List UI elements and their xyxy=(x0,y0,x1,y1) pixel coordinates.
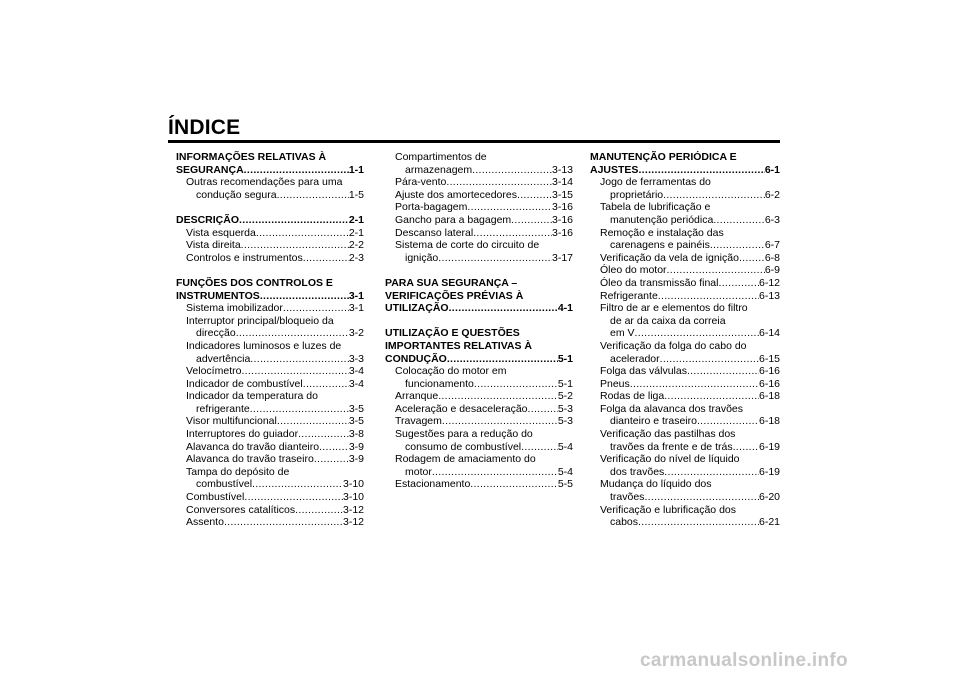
toc-entry[interactable] xyxy=(590,353,780,366)
toc-entry-title: Outras recomendações para uma xyxy=(186,176,343,189)
dot-leader xyxy=(521,441,558,454)
dot-leader xyxy=(438,252,552,265)
toc-entry-title: acelerador xyxy=(610,352,660,365)
toc-entry-title: Velocímetro xyxy=(186,365,242,378)
dot-leader xyxy=(472,164,552,177)
toc-page-number: 6-2 xyxy=(764,188,780,201)
dot-leader xyxy=(277,415,349,428)
toc-entry-title: Sugestões para a redução do xyxy=(395,428,533,441)
toc-entry-title: Vista direita xyxy=(186,239,241,252)
toc-entry xyxy=(590,340,780,353)
toc-entry-title: DESCRIÇÃO xyxy=(176,213,240,226)
toc-entry-title: Controlos e instrumentos xyxy=(186,251,303,264)
watermark: carmanualsonline.info xyxy=(640,650,848,671)
dot-leader xyxy=(303,378,349,391)
toc-page-number: 3-16 xyxy=(551,201,573,214)
toc-entry xyxy=(590,227,780,240)
toc-entry xyxy=(176,176,364,189)
toc-entry xyxy=(385,365,573,378)
toc-entry[interactable] xyxy=(176,403,364,416)
toc-entry-title: UTILIZAÇÃO xyxy=(385,302,449,315)
toc-page-number: 4-1 xyxy=(557,302,573,315)
toc-entry[interactable] xyxy=(176,453,364,466)
toc-entry-title: Interruptor principal/bloqueio da xyxy=(186,314,334,327)
toc-page-number: 6-3 xyxy=(764,213,780,226)
toc-entry[interactable] xyxy=(176,327,364,340)
dot-leader xyxy=(447,353,558,366)
toc-entry[interactable] xyxy=(385,441,573,454)
toc-page-number: 3-16 xyxy=(551,226,573,239)
toc-entry-title: Pára-vento xyxy=(395,176,447,189)
toc-entry[interactable] xyxy=(176,353,364,366)
toc-page-number: 1-1 xyxy=(348,163,364,176)
toc-entry-title: Indicadores luminosos e luzes de xyxy=(186,339,342,352)
toc-entry[interactable] xyxy=(590,264,780,277)
dot-leader xyxy=(250,403,349,416)
toc-page-number: 1-5 xyxy=(348,188,364,201)
dot-leader xyxy=(236,327,349,340)
toc-entry-title: Conversores catalíticos xyxy=(186,503,296,516)
toc-entry[interactable] xyxy=(176,428,364,441)
dot-leader xyxy=(432,466,558,479)
toc-entry-title: Verificação da folga do cabo do xyxy=(600,339,747,352)
toc-section-heading xyxy=(176,151,364,164)
toc-entry-title: Folga da alavanca dos travões xyxy=(600,402,744,415)
toc-section-heading xyxy=(385,340,573,353)
toc-page-number: 3-1 xyxy=(348,302,364,315)
toc-entry xyxy=(590,453,780,466)
toc-entry xyxy=(590,504,780,517)
toc-page-number: 3-3 xyxy=(348,352,364,365)
toc-entry[interactable] xyxy=(385,478,573,491)
toc-page-number: 2-2 xyxy=(348,239,364,252)
toc-entry[interactable] xyxy=(176,239,364,252)
toc-entry-title: Pneus xyxy=(600,377,630,390)
toc-entry[interactable] xyxy=(176,189,364,202)
toc-column-1 xyxy=(176,151,364,529)
dot-leader xyxy=(658,290,759,303)
toc-entry-title: Gancho para a bagagem xyxy=(395,213,512,226)
toc-page-number: 2-1 xyxy=(348,213,364,226)
toc-entry-title: Verificação das pastilhas dos xyxy=(600,428,736,441)
toc-entry-title: direcção xyxy=(196,327,236,340)
toc-entry-title: Folga das válvulas xyxy=(600,365,687,378)
toc-page-number: 6-13 xyxy=(758,289,780,302)
toc-entry[interactable] xyxy=(176,252,364,265)
toc-entry-title: refrigerante xyxy=(196,402,250,415)
toc-entry[interactable] xyxy=(590,239,780,252)
toc-entry-title: Alavanca do travão dianteiro xyxy=(186,440,320,453)
toc-entry-title: FUNÇÕES DOS CONTROLOS E xyxy=(176,276,333,289)
toc-entry-title: VERIFICAÇÕES PRÉVIAS À xyxy=(385,289,524,302)
dot-leader xyxy=(687,365,759,378)
toc-entry-title: Travagem xyxy=(395,415,442,428)
toc-page-number: 6-14 xyxy=(758,327,780,340)
toc-entry[interactable] xyxy=(385,415,573,428)
dot-leader xyxy=(319,441,349,454)
toc-entry[interactable] xyxy=(176,478,364,491)
toc-entry-title: dos travões xyxy=(610,465,665,478)
toc-entry-title: de ar da caixa da correia xyxy=(610,314,726,327)
toc-entry-title: MANUTENÇÃO PERIÓDICA E xyxy=(590,151,737,163)
toc-page-number: 6-18 xyxy=(758,390,780,403)
toc-entry[interactable] xyxy=(385,378,573,391)
toc-entry-title: armazenagem xyxy=(405,163,473,176)
toc-page-number: 2-3 xyxy=(348,251,364,264)
toc-entry-title: Indicador da temperatura do xyxy=(186,390,318,403)
toc-entry-title: combustível xyxy=(196,478,253,491)
dot-leader xyxy=(256,227,349,240)
dot-leader xyxy=(442,415,558,428)
toc-page-number: 5-4 xyxy=(557,440,573,453)
toc-page-number: 3-1 xyxy=(348,289,364,302)
toc-entry xyxy=(176,466,364,479)
dot-leader xyxy=(474,378,558,391)
toc-entry-title: Rodas de liga xyxy=(600,390,665,403)
toc-page-number: 6-19 xyxy=(758,465,780,478)
toc-page-number: 3-14 xyxy=(551,176,573,189)
toc-section-heading[interactable] xyxy=(176,214,364,227)
dot-leader xyxy=(277,189,349,202)
toc-page-number: 3-4 xyxy=(348,377,364,390)
dot-leader xyxy=(438,390,558,403)
toc-page-number: 5-1 xyxy=(557,377,573,390)
toc-page-number: 6-20 xyxy=(758,491,780,504)
toc-entry[interactable] xyxy=(590,290,780,303)
toc-entry[interactable] xyxy=(590,415,780,428)
toc-entry[interactable] xyxy=(176,491,364,504)
toc-entry[interactable] xyxy=(385,164,573,177)
toc-entry-title: Arranque xyxy=(395,390,439,403)
toc-entry[interactable] xyxy=(385,227,573,240)
spacer xyxy=(176,264,364,277)
toc-entry-title: cabos xyxy=(610,516,639,529)
dot-leader xyxy=(663,189,765,202)
toc-entry[interactable] xyxy=(176,504,364,517)
dot-leader xyxy=(713,214,764,227)
toc-entry-title: Indicador de combustível xyxy=(186,377,303,390)
toc-section-heading xyxy=(385,327,573,340)
toc-entry xyxy=(590,315,780,328)
toc-entry[interactable] xyxy=(385,252,573,265)
toc-entry-title: Mudança do líquido dos xyxy=(600,478,712,491)
toc-page-number: 3-8 xyxy=(348,428,364,441)
toc-entry[interactable] xyxy=(385,403,573,416)
toc-section-heading[interactable] xyxy=(385,302,573,315)
toc-section-heading xyxy=(385,277,573,290)
toc-entry-title: travões xyxy=(610,491,645,504)
toc-entry xyxy=(176,315,364,328)
dot-leader xyxy=(241,365,348,378)
toc-page-number: 6-12 xyxy=(758,276,780,289)
toc-page-number: 6-21 xyxy=(758,516,780,529)
toc-entry-title: motor xyxy=(405,465,432,478)
dot-leader xyxy=(511,214,552,227)
toc-entry xyxy=(590,478,780,491)
toc-entry[interactable] xyxy=(385,390,573,403)
toc-entry-title: IMPORTANTES RELATIVAS À xyxy=(385,339,532,352)
toc-entry xyxy=(590,428,780,441)
toc-entry[interactable] xyxy=(590,214,780,227)
toc-entry-title: manutenção periódica xyxy=(610,213,714,226)
toc-section-heading xyxy=(176,277,364,290)
toc-page-number: 3-16 xyxy=(551,213,573,226)
toc-entry[interactable] xyxy=(590,390,780,403)
toc-entry-title: SEGURANÇA xyxy=(176,163,244,176)
toc-entry[interactable] xyxy=(176,227,364,240)
toc-entry-title: travões da frente e de trás xyxy=(610,440,733,453)
toc-entry[interactable] xyxy=(385,201,573,214)
dot-leader xyxy=(224,516,343,529)
dot-leader xyxy=(473,227,552,240)
toc-entry-title: consumo de combustível xyxy=(405,440,522,453)
dot-leader xyxy=(260,290,349,303)
dot-leader xyxy=(449,302,558,315)
toc-entry-title: em V xyxy=(610,327,635,340)
toc-entry-title: Descanso lateral xyxy=(395,226,474,239)
toc-entry-title: Aceleração e desaceleração xyxy=(395,402,528,415)
toc-entry[interactable] xyxy=(590,189,780,202)
toc-entry-title: Vista esquerda xyxy=(186,226,256,239)
toc-page-number: 3-9 xyxy=(348,453,364,466)
toc-section-heading[interactable] xyxy=(385,353,573,366)
toc-entry-title: condução segura xyxy=(196,188,277,201)
toc-section-heading[interactable] xyxy=(590,164,780,177)
toc-page-number: 6-1 xyxy=(764,163,780,176)
toc-page-number: 3-10 xyxy=(342,491,364,504)
toc-entry[interactable] xyxy=(176,365,364,378)
toc-entry xyxy=(590,403,780,416)
toc-entry[interactable] xyxy=(590,516,780,529)
toc-entry xyxy=(176,340,364,353)
dot-leader xyxy=(638,164,764,177)
dot-leader xyxy=(252,478,343,491)
toc-entry[interactable] xyxy=(385,189,573,202)
toc-entry-title: carenagens e painéis xyxy=(610,239,710,252)
toc-entry-title: Óleo da transmissão final xyxy=(600,276,719,289)
toc-page-number: 6-15 xyxy=(758,352,780,365)
toc-entry-title: advertência xyxy=(196,352,251,365)
toc-entry[interactable] xyxy=(385,214,573,227)
toc-entry[interactable] xyxy=(176,415,364,428)
dot-leader xyxy=(446,176,552,189)
toc-column-2 xyxy=(385,151,573,491)
toc-page-number: 5-5 xyxy=(557,478,573,491)
toc-page-number: 3-10 xyxy=(342,478,364,491)
dot-leader xyxy=(517,189,552,202)
toc-entry-title: Verificação do nível de líquido xyxy=(600,453,740,466)
dot-leader xyxy=(283,302,349,315)
toc-entry-title: proprietário xyxy=(610,188,664,201)
toc-entry-title: Rodagem de amaciamento do xyxy=(395,453,536,466)
toc-entry[interactable] xyxy=(590,491,780,504)
toc-page-number: 5-1 xyxy=(557,352,573,365)
dot-leader xyxy=(739,252,765,265)
toc-entry-title: Alavanca do travão traseiro xyxy=(186,453,314,466)
dot-leader xyxy=(667,264,765,277)
toc-page-number: 3-12 xyxy=(342,503,364,516)
toc-entry-title: AJUSTES xyxy=(590,163,639,176)
dot-leader xyxy=(718,277,759,290)
dot-leader xyxy=(697,415,759,428)
toc-page-number: 6-16 xyxy=(758,377,780,390)
toc-entry[interactable] xyxy=(176,441,364,454)
toc-entry xyxy=(590,176,780,189)
dot-leader xyxy=(250,353,349,366)
dot-leader xyxy=(467,201,552,214)
toc-page-number: 6-8 xyxy=(764,251,780,264)
toc-entry-title: Tabela de lubrificação e xyxy=(600,201,711,214)
dot-leader xyxy=(635,327,759,340)
toc-entry-title: Visor multifuncional xyxy=(186,415,277,428)
dot-leader xyxy=(298,428,349,441)
dot-leader xyxy=(644,491,759,504)
toc-page-number: 5-3 xyxy=(557,402,573,415)
toc-entry[interactable] xyxy=(590,327,780,340)
dot-leader xyxy=(314,453,349,466)
toc-page-number: 5-2 xyxy=(557,390,573,403)
dot-leader xyxy=(244,164,349,177)
toc-page-number: 6-7 xyxy=(764,239,780,252)
toc-section-heading[interactable] xyxy=(176,164,364,177)
toc-entry-title: funcionamento xyxy=(405,377,474,390)
toc-entry[interactable] xyxy=(385,466,573,479)
title-rule xyxy=(168,140,780,143)
toc-page-number: 6-16 xyxy=(758,365,780,378)
dot-leader xyxy=(664,466,759,479)
toc-entry xyxy=(590,201,780,214)
toc-entry-title: Assento xyxy=(186,516,224,529)
dot-leader xyxy=(660,353,759,366)
toc-entry[interactable] xyxy=(590,365,780,378)
toc-entry-title: ignição xyxy=(405,251,439,264)
toc-entry-title: Interruptores do guiador xyxy=(186,428,299,441)
toc-entry-title: INSTRUMENTOS xyxy=(176,289,260,302)
toc-entry[interactable] xyxy=(385,176,573,189)
dot-leader xyxy=(295,504,343,517)
toc-page-number: 6-9 xyxy=(764,264,780,277)
dot-leader xyxy=(733,441,759,454)
toc-entry[interactable] xyxy=(176,516,364,529)
toc-entry-title: Verificação da vela de ignição xyxy=(600,251,739,264)
toc-entry[interactable] xyxy=(590,252,780,265)
toc-page-number: 3-4 xyxy=(348,365,364,378)
dot-leader xyxy=(303,252,349,265)
toc-page-number: 6-19 xyxy=(758,440,780,453)
toc-entry xyxy=(385,453,573,466)
toc-page-number: 5-4 xyxy=(557,465,573,478)
toc-page-number: 3-9 xyxy=(348,440,364,453)
toc-page-number: 3-13 xyxy=(551,163,573,176)
toc-page-number: 2-1 xyxy=(348,226,364,239)
toc-page-number: 3-2 xyxy=(348,327,364,340)
toc-page-number: 5-3 xyxy=(557,415,573,428)
toc-entry[interactable] xyxy=(590,466,780,479)
toc-entry-title: CONDUÇÃO xyxy=(385,352,447,365)
dot-leader xyxy=(528,403,558,416)
spacer xyxy=(385,264,573,277)
toc-entry xyxy=(590,302,780,315)
toc-entry xyxy=(385,151,573,164)
dot-leader xyxy=(664,390,759,403)
toc-section-heading xyxy=(385,290,573,303)
toc-entry-title: Sistema imobilizador xyxy=(186,302,283,315)
toc-entry-title: Remoção e instalação das xyxy=(600,226,724,239)
toc-entry[interactable] xyxy=(590,378,780,391)
toc-entry-title: Óleo do motor xyxy=(600,264,667,277)
toc-entry[interactable] xyxy=(176,302,364,315)
toc-entry-title: Combustível xyxy=(186,491,245,504)
toc-page-number: 3-5 xyxy=(348,402,364,415)
toc-section-heading[interactable] xyxy=(176,290,364,303)
dot-leader xyxy=(239,214,349,227)
spacer xyxy=(176,201,364,214)
toc-page-number: 3-12 xyxy=(342,516,364,529)
spacer xyxy=(385,315,573,328)
dot-leader xyxy=(630,378,759,391)
toc-entry-title: Ajuste dos amortecedores xyxy=(395,188,517,201)
toc-entry-title: Filtro de ar e elementos do filtro xyxy=(600,302,748,315)
toc-entry xyxy=(176,390,364,403)
toc-entry-title: Tampa do depósito de xyxy=(186,465,290,478)
toc-entry-title: PARA SUA SEGURANÇA – xyxy=(385,276,518,289)
toc-page-number: 3-15 xyxy=(551,188,573,201)
toc-entry[interactable] xyxy=(590,441,780,454)
toc-page-number: 3-17 xyxy=(551,251,573,264)
dot-leader xyxy=(244,491,343,504)
dot-leader xyxy=(470,478,558,491)
toc-entry xyxy=(385,428,573,441)
toc-entry-title: Porta-bagagem xyxy=(395,201,468,214)
toc-column-3 xyxy=(590,151,780,529)
toc-entry-title: Estacionamento xyxy=(395,478,471,491)
toc-entry-title: Jogo de ferramentas do xyxy=(600,176,711,189)
toc-entry-title: Refrigerante xyxy=(600,289,658,302)
toc-entry-title: Compartimentos de xyxy=(395,151,487,163)
toc-entry-title: dianteiro e traseiro xyxy=(610,415,697,428)
toc-page-number: 3-5 xyxy=(348,415,364,428)
page-title: ÍNDICE xyxy=(168,116,241,139)
toc-entry[interactable] xyxy=(590,277,780,290)
toc-entry-title: Colocação do motor em xyxy=(395,365,507,378)
toc-page-number: 6-18 xyxy=(758,415,780,428)
toc-entry-title: Verificação e lubrificação dos xyxy=(600,503,736,516)
dot-leader xyxy=(241,239,349,252)
toc-entry[interactable] xyxy=(176,378,364,391)
toc-entry-title: UTILIZAÇÃO E QUESTÕES xyxy=(385,327,520,340)
toc-entry-title: INFORMAÇÕES RELATIVAS À xyxy=(176,151,327,163)
toc-entry xyxy=(385,239,573,252)
toc-entry-title: Sistema de corte do circuito de xyxy=(395,239,540,252)
dot-leader xyxy=(638,516,759,529)
toc-section-heading xyxy=(590,151,780,164)
dot-leader xyxy=(710,239,765,252)
